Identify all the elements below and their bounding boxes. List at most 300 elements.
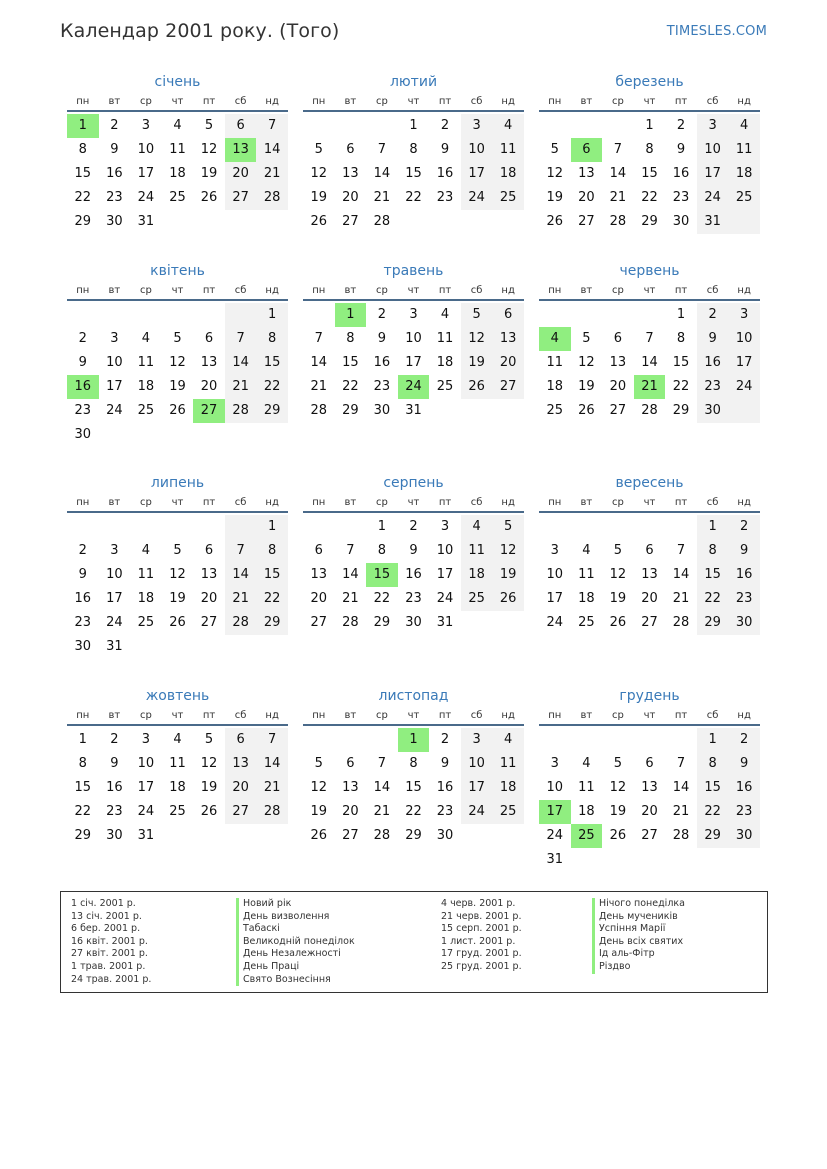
day-cell: 13 [342,780,359,795]
legend-names-right [592,898,685,974]
day-cell: 8 [697,752,729,776]
weekday-label: сб [234,710,247,721]
day-cell: 23 [74,615,92,630]
weekday-label: нд [737,497,751,508]
day-cell: 23 [436,804,454,819]
day-cell: 29 [697,611,729,635]
weekday-header [67,283,288,301]
weekday-label: вт [580,96,593,107]
weekday-label: ср [375,96,388,107]
month-2 [303,70,524,234]
day-cell: 3 [141,118,151,133]
weekday-label: чт [643,96,656,107]
empty-cell [130,635,162,659]
weekday-label: пт [438,497,452,508]
day-cell: 15 [697,776,729,800]
empty-cell [130,515,162,539]
day-cell: 1 [676,307,686,322]
day-cell: 8 [377,543,387,558]
empty-cell [256,423,288,447]
day-cell: 21 [609,190,627,205]
weekday-header [67,94,288,112]
weekday-label: ср [139,497,152,508]
day-cell: 8 [256,327,288,351]
day-cell: 24 [137,190,155,205]
day-cell: 22 [405,804,422,819]
week-row [67,635,288,659]
day-cell: 12 [310,166,328,181]
day-cell: 9 [440,756,450,771]
weekday-header [303,283,524,301]
weekday-label: сб [470,96,483,107]
day-cell: 28 [373,214,391,229]
day-cell: 30 [728,824,760,848]
day-cell: 23 [106,804,123,819]
day-cell: 10 [405,331,422,346]
day-cell: 14 [672,780,690,795]
day-cell: 4 [461,515,493,539]
weekday-label: вт [580,497,593,508]
empty-cell [256,635,288,659]
day-cell: 1 [78,732,87,747]
weekday-label: пт [674,497,688,508]
weekday-label: пн [76,96,90,107]
week-row [539,138,760,162]
day-cell: 19 [609,591,627,606]
legend-names-left [236,898,355,986]
day-cell: 4 [141,331,151,346]
day-cell: 23 [672,190,690,205]
legend-date: 17 груд. 2001 р. [441,948,522,960]
day-cell: 12 [546,166,564,181]
day-cell: 20 [492,351,524,375]
day-cell: 3 [110,331,119,346]
day-cell: 25 [571,824,603,848]
weekday-label: пн [548,497,562,508]
day-cell: 27 [200,615,218,630]
day-cell: 22 [342,379,359,394]
empty-cell [539,303,571,327]
week-row [303,327,524,351]
day-cell: 22 [74,190,92,205]
day-cell: 14 [641,355,658,370]
empty-cell [634,515,666,539]
weekday-label: ср [611,497,624,508]
day-cell: 30 [728,611,760,635]
day-cell: 2 [440,732,450,747]
week-row [303,138,524,162]
weekday-label: сб [470,285,483,296]
day-cell: 18 [137,379,155,394]
weekday-label: пт [674,285,688,296]
day-cell: 4 [492,114,524,138]
day-cell: 21 [672,591,690,606]
day-cell: 26 [169,403,186,418]
weekday-label: сб [470,497,483,508]
weekday-label: чт [407,96,420,107]
day-cell: 10 [106,567,123,582]
day-cell: 23 [106,190,123,205]
day-cell: 31 [546,852,564,867]
day-cell: 25 [492,186,524,210]
day-cell: 10 [461,752,493,776]
day-cell: 1 [398,728,430,752]
weekday-label: ср [139,96,152,107]
week-row [67,611,288,635]
week-row [539,114,760,138]
empty-cell [193,824,225,848]
empty-cell [225,635,257,659]
weekday-label: пт [202,96,216,107]
weekday-label: чт [407,285,420,296]
week-row [67,303,288,327]
empty-cell [335,114,367,138]
weekday-header [67,495,288,513]
day-cell: 16 [74,591,92,606]
weekday-label: ср [611,710,624,721]
legend-holiday-name: Нічого понеділка [592,898,685,911]
day-cell: 14 [672,567,690,582]
weekday-label: пн [312,285,326,296]
week-row [539,611,760,635]
day-cell: 28 [256,186,288,210]
day-cell: 7 [314,331,323,346]
empty-cell [492,399,524,423]
week-row [303,186,524,210]
day-cell: 11 [546,355,564,370]
weekday-label: чт [407,497,420,508]
day-cell: 1 [697,515,729,539]
day-cell: 23 [373,379,391,394]
day-cell: 23 [728,587,760,611]
day-cell: 29 [256,399,288,423]
day-cell: 27 [310,615,328,630]
weekday-label: нд [265,96,279,107]
legend-holiday-name: Табаскі [236,923,355,936]
weekday-header [303,495,524,513]
empty-cell [193,303,225,327]
day-cell: 24 [546,828,564,843]
day-cell: 12 [578,355,595,370]
day-cell: 18 [137,591,155,606]
day-cell: 4 [173,118,182,133]
week-row [539,752,760,776]
week-row [539,539,760,563]
empty-cell [602,728,634,752]
day-cell: 25 [492,800,524,824]
day-cell: 18 [578,804,595,819]
day-cell: 27 [342,214,359,229]
month-name: червень [619,263,680,279]
week-row [539,162,760,186]
day-cell: 3 [409,307,418,322]
day-cell: 26 [609,615,627,630]
empty-cell [225,423,257,447]
month-5 [303,259,524,423]
week-row [303,611,524,635]
weekday-label: нд [501,285,515,296]
day-cell: 18 [169,166,186,181]
day-cell: 17 [436,567,454,582]
weekday-header [539,708,760,726]
week-row [67,327,288,351]
empty-cell [99,303,131,327]
day-cell: 6 [645,756,654,771]
day-cell: 25 [461,587,493,611]
week-row [67,138,288,162]
legend-date: 27 квіт. 2001 р. [71,948,148,960]
empty-cell [602,303,634,327]
week-row [539,728,760,752]
day-cell: 15 [256,563,288,587]
legend-date: 4 черв. 2001 р. [441,898,516,909]
weekday-label: нд [501,497,515,508]
day-cell: 26 [169,615,186,630]
legend-date: 21 черв. 2001 р. [441,910,522,922]
weekday-label: вт [580,285,593,296]
day-cell: 20 [578,190,595,205]
day-cell: 5 [314,142,323,157]
day-cell: 5 [613,543,623,558]
day-cell: 13 [578,166,595,181]
day-cell: 18 [546,379,564,394]
weekday-label: вт [108,96,121,107]
empty-cell [193,635,225,659]
day-cell: 11 [169,756,186,771]
day-cell: 5 [314,756,323,771]
day-cell: 11 [436,331,454,346]
day-cell: 29 [256,611,288,635]
weekday-label: ср [375,285,388,296]
day-cell: 21 [342,591,359,606]
weekday-header [303,94,524,112]
week-row [539,848,760,872]
week-row [67,162,288,186]
day-cell: 2 [697,303,729,327]
day-cell: 13 [200,355,218,370]
day-cell: 11 [578,780,595,795]
day-cell: 19 [492,563,524,587]
day-cell: 6 [225,728,257,752]
day-cell: 2 [728,515,760,539]
month-12 [539,684,760,872]
day-cell: 8 [78,756,87,771]
week-row [303,375,524,399]
day-cell: 10 [106,355,123,370]
day-cell: 19 [200,166,218,181]
month-name: грудень [619,688,680,704]
day-cell: 3 [550,756,559,771]
day-cell: 24 [697,186,729,210]
empty-cell [634,303,666,327]
week-row [67,186,288,210]
day-cell: 19 [461,351,493,375]
empty-cell [571,728,603,752]
month-name: квітень [150,263,205,279]
day-cell: 13 [641,780,658,795]
weekday-label: сб [706,497,719,508]
day-cell: 17 [461,776,493,800]
day-cell: 21 [225,375,257,399]
day-cell: 27 [492,375,524,399]
empty-cell [162,210,194,234]
day-cell: 17 [728,351,760,375]
empty-cell [728,210,760,234]
day-cell: 16 [67,375,99,399]
week-row [539,515,760,539]
month-name: травень [383,263,444,279]
month-7 [67,471,288,659]
weekday-label: чт [643,710,656,721]
day-cell: 14 [609,166,627,181]
day-cell: 4 [728,114,760,138]
day-cell: 22 [697,800,729,824]
week-row [303,515,524,539]
week-row [539,776,760,800]
empty-cell [225,515,257,539]
month-name: серпень [383,475,444,491]
weekday-label: ср [375,710,388,721]
day-cell: 22 [697,587,729,611]
week-row [67,728,288,752]
weekday-label: чт [643,285,656,296]
month-6 [539,259,760,423]
day-cell: 22 [405,190,422,205]
day-cell: 23 [436,190,454,205]
weekday-header [539,94,760,112]
empty-cell [67,303,99,327]
weekday-label: ср [611,96,624,107]
weekday-label: нд [265,497,279,508]
day-cell: 25 [578,615,595,630]
day-cell: 20 [641,591,658,606]
empty-cell [634,728,666,752]
week-row [539,800,760,824]
weekday-label: пт [438,96,452,107]
day-cell: 11 [137,355,155,370]
day-cell: 27 [641,828,658,843]
day-cell: 1 [335,303,367,327]
day-cell: 20 [609,379,627,394]
day-cell: 16 [672,166,690,181]
day-cell: 12 [492,539,524,563]
week-row [303,162,524,186]
week-row [539,351,760,375]
day-cell: 13 [310,567,328,582]
week-row [67,563,288,587]
empty-cell [162,303,194,327]
month-11 [303,684,524,848]
day-cell: 15 [405,166,422,181]
week-row [303,539,524,563]
day-cell: 16 [373,355,391,370]
day-cell: 24 [546,615,564,630]
day-cell: 13 [342,166,359,181]
week-row [303,587,524,611]
empty-cell [99,515,131,539]
day-cell: 26 [310,214,328,229]
day-cell: 24 [461,800,493,824]
day-cell: 9 [409,543,418,558]
legend-holiday-name: День всіх святих [592,936,685,949]
day-cell: 7 [225,539,257,563]
day-cell: 29 [342,403,359,418]
empty-cell [665,515,697,539]
week-row [539,563,760,587]
weekday-label: чт [171,96,184,107]
empty-cell [539,114,571,138]
weekday-header [67,708,288,726]
legend-date: 1 лист. 2001 р. [441,935,516,947]
day-cell: 22 [256,375,288,399]
day-cell: 12 [169,355,186,370]
weekday-header [539,283,760,301]
day-cell: 12 [609,567,627,582]
day-cell: 8 [346,331,355,346]
day-cell: 29 [405,828,422,843]
empty-cell [602,848,634,872]
month-10 [67,684,288,848]
day-cell: 14 [310,355,328,370]
day-cell: 26 [200,190,218,205]
day-cell: 6 [225,114,257,138]
day-cell: 29 [373,615,391,630]
day-cell: 2 [78,543,87,558]
weekday-label: пн [312,497,326,508]
day-cell: 17 [106,591,123,606]
day-cell: 11 [461,539,493,563]
weekday-label: пт [202,285,216,296]
day-cell: 21 [256,162,288,186]
weekday-label: пн [76,710,90,721]
day-cell: 9 [110,142,119,157]
legend-date: 24 трав. 2001 р. [71,973,152,985]
day-cell: 28 [672,615,690,630]
week-row [67,114,288,138]
day-cell: 16 [436,166,454,181]
day-cell: 10 [728,327,760,351]
weekday-label: вт [344,497,357,508]
holiday-legend [60,891,768,993]
empty-cell [571,303,603,327]
day-cell: 29 [74,214,92,229]
weekday-label: ср [375,497,388,508]
legend-holiday-name: Свято Вознесіння [236,974,355,987]
day-cell: 18 [461,563,493,587]
empty-cell [539,515,571,539]
brand-link[interactable]: TIMESLES.COM [666,24,767,39]
day-cell: 25 [169,804,186,819]
week-row [539,824,760,848]
day-cell: 15 [366,563,398,587]
day-cell: 8 [645,142,654,157]
day-cell: 3 [461,114,493,138]
legend-holiday-name: День визволення [236,911,355,924]
day-cell: 30 [405,615,422,630]
weekday-label: вт [108,710,121,721]
day-cell: 28 [225,611,257,635]
day-cell: 26 [461,375,493,399]
empty-cell [697,848,729,872]
day-cell: 4 [492,728,524,752]
day-cell: 26 [609,828,627,843]
day-cell: 19 [546,190,564,205]
day-cell: 7 [225,327,257,351]
empty-cell [461,210,493,234]
legend-date: 6 бер. 2001 р. [71,923,141,935]
legend-date: 16 квіт. 2001 р. [71,935,148,947]
legend-date: 1 трав. 2001 р. [71,960,146,972]
